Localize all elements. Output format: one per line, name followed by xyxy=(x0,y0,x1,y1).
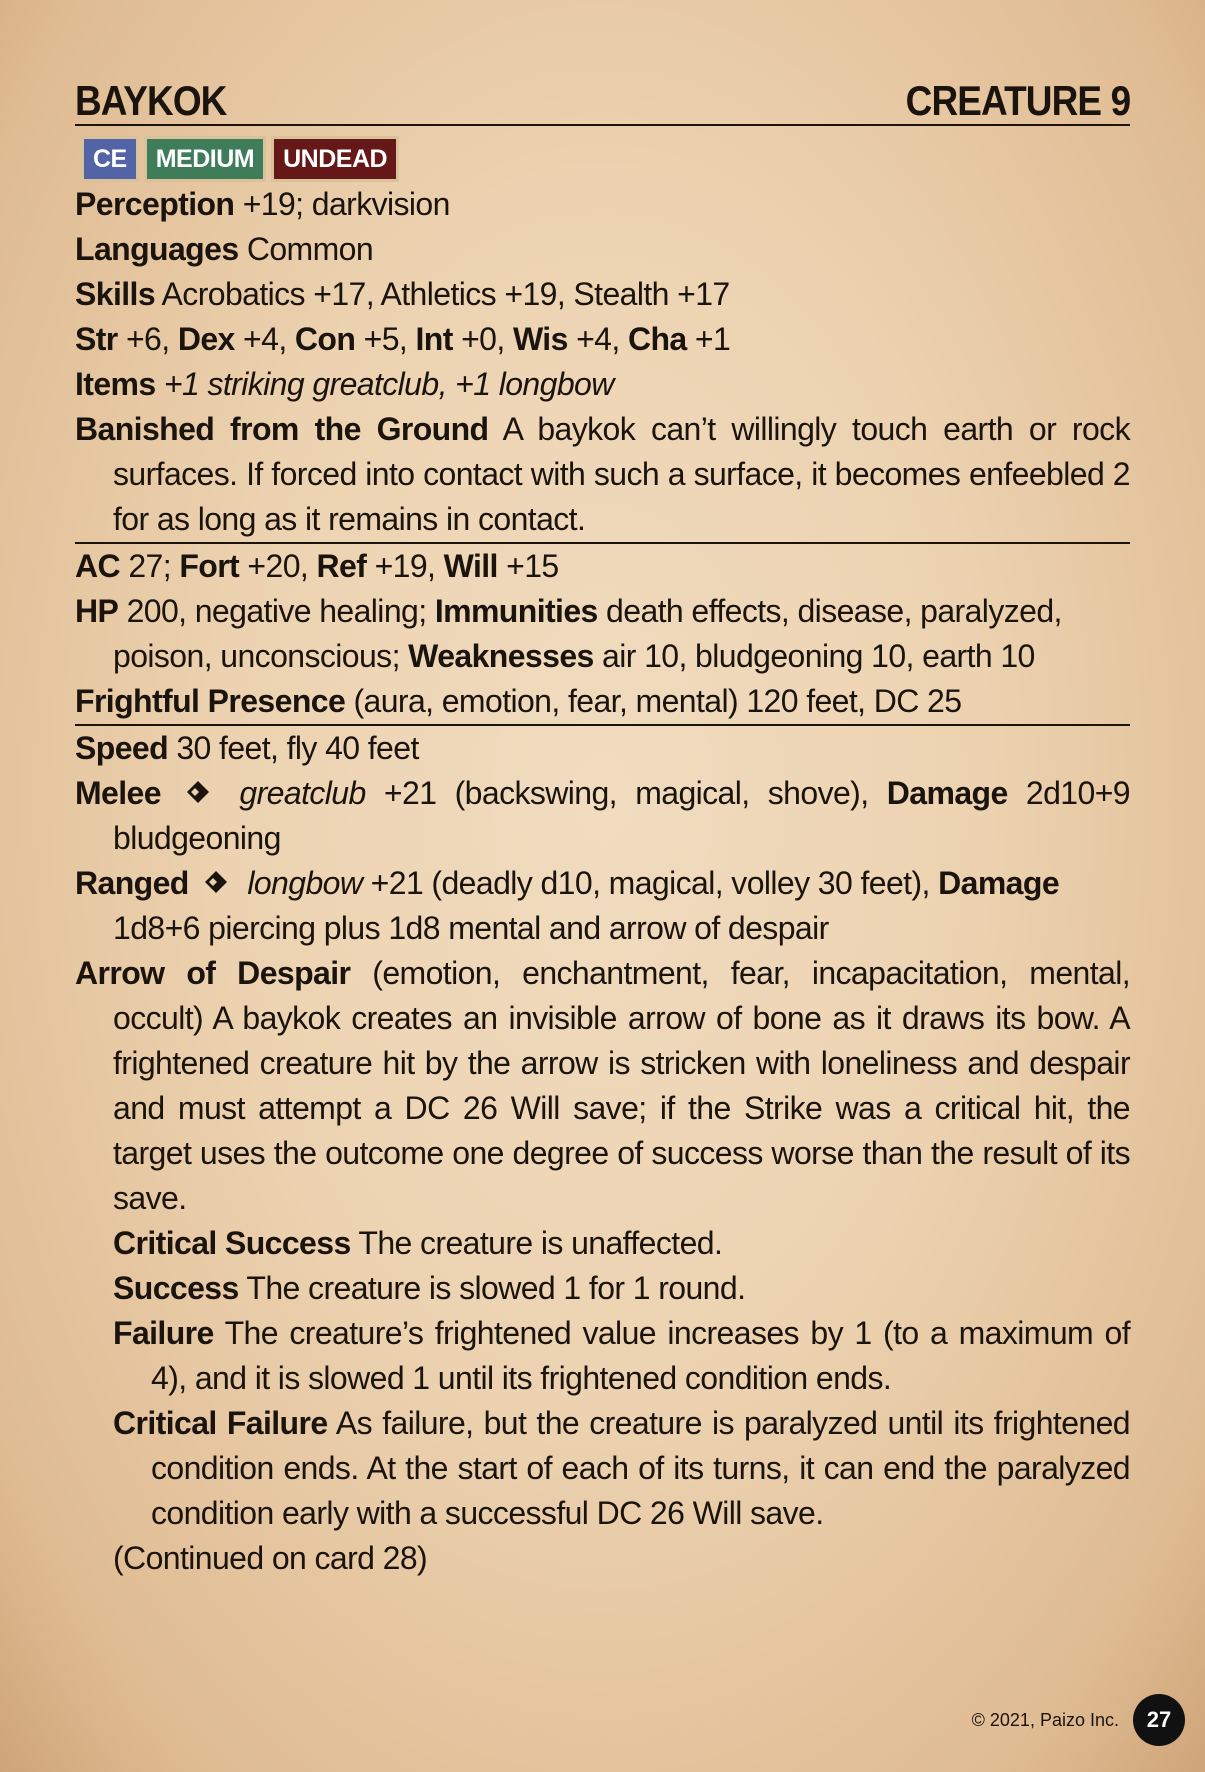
items-line xyxy=(75,362,1130,407)
creature-level: CREATURE 9 xyxy=(905,77,1130,124)
melee-damage: 2d10+9 bludgeoning xyxy=(113,775,1130,856)
will-label: Will xyxy=(443,548,498,584)
ranged-label: Ranged xyxy=(75,865,189,901)
weaknesses-label: Weaknesses xyxy=(408,638,594,674)
continued-note: (Continued on card 28) xyxy=(113,1540,428,1576)
melee-label: Melee xyxy=(75,775,161,811)
outcome-success xyxy=(113,1266,1130,1311)
ref-value: +19, xyxy=(374,548,436,584)
weaknesses-value: air 10, bludgeoning 10, earth 10 xyxy=(602,638,1035,674)
languages-label: Languages xyxy=(75,231,239,267)
immunities-label: Immunities xyxy=(434,593,598,629)
ability-value-str: +6, xyxy=(125,321,170,357)
ability-label-int: Int xyxy=(415,321,453,357)
ability-value-cha: +1 xyxy=(694,321,731,357)
fort-value: +20, xyxy=(247,548,309,584)
melee-weapon: greatclub xyxy=(239,775,366,811)
melee-damage-label: Damage xyxy=(886,775,1008,811)
melee-text: +21 (backswing, magical, shove), xyxy=(383,775,869,811)
frightful-presence-line xyxy=(75,679,1130,726)
outcome-label: Success xyxy=(113,1270,239,1306)
outcomes-list xyxy=(75,1221,1130,1581)
ranged-line xyxy=(75,861,1130,951)
items-value: +1 striking greatclub, +1 longbow xyxy=(163,366,614,402)
skills-value: Acrobatics +17, Athletics +19, Stealth +17 xyxy=(161,276,730,312)
outcome-critical-success xyxy=(113,1221,1130,1266)
outcome-label: Critical Success xyxy=(113,1225,351,1261)
speed-label: Speed xyxy=(75,730,169,766)
hp-value: 200, negative healing; xyxy=(126,593,427,629)
speed-value: 30 feet, fly 40 feet xyxy=(176,730,419,766)
immunities-value: death effects, disease, paralyzed, poison, unconscious; xyxy=(113,593,1062,674)
ranged-damage: 1d8+6 piercing plus 1d8 mental and arrow of despair xyxy=(113,910,829,946)
ac-value: 27; xyxy=(128,548,172,584)
outcome-text: The creature’s frightened value increases by 1 (to a maximum of 4), and it is slowed 1 until its frightened condition ends. xyxy=(151,1315,1131,1396)
page-number: 27 xyxy=(1133,1694,1185,1746)
ability-label-str: Str xyxy=(75,321,118,357)
trait-type: UNDEAD xyxy=(271,136,399,182)
ability-label-cha: Cha xyxy=(627,321,687,357)
ranged-damage-label: Damage xyxy=(938,865,1060,901)
ranged-weapon: longbow xyxy=(247,865,363,901)
skills-line xyxy=(75,272,1130,317)
outcome-text: As failure, but the creature is paralyzed until its frightened condition ends. At the start of each of its turns, it can end the paralyzed condition early with a successful DC 26 Will save. xyxy=(151,1405,1130,1531)
outcome-text: The creature is unaffected. xyxy=(358,1225,723,1261)
ability-label-wis: Wis xyxy=(512,321,568,357)
ability-value-int: +0, xyxy=(461,321,505,357)
frightful-label: Frightful Presence xyxy=(75,683,346,719)
banished-label: Banished from the Ground xyxy=(75,411,489,447)
creature-name: BAYKOK xyxy=(75,77,227,124)
ability-value-con: +5, xyxy=(363,321,408,357)
trait-list xyxy=(81,136,1130,182)
languages-value: Common xyxy=(246,231,374,267)
perception-line xyxy=(75,182,1130,227)
fort-label: Fort xyxy=(179,548,240,584)
skills-label: Skills xyxy=(75,276,156,312)
outcome-critical-failure xyxy=(113,1401,1130,1536)
arrow-label: Arrow of Despair xyxy=(75,955,351,991)
speed-line xyxy=(75,726,1130,771)
trait-alignment: CE xyxy=(81,136,139,182)
melee-line xyxy=(75,771,1130,861)
ac-label: AC xyxy=(75,548,121,584)
copyright: © 2021, Paizo Inc. xyxy=(971,1709,1119,1730)
single-action-icon xyxy=(183,777,217,807)
outcome-text: The creature is slowed 1 for 1 round. xyxy=(246,1270,746,1306)
single-action-icon xyxy=(201,867,235,897)
perception-label: Perception xyxy=(75,186,235,222)
ability-label-dex: Dex xyxy=(177,321,235,357)
ability-value-dex: +4, xyxy=(243,321,287,357)
card-footer xyxy=(972,1694,1185,1746)
arrow-of-despair-line xyxy=(75,951,1130,1221)
banished-line xyxy=(75,407,1130,544)
stat-block-header xyxy=(75,68,1130,126)
ability-label-con: Con xyxy=(294,321,356,357)
banished-text: A baykok can’t willingly touch earth or rock surfaces. If forced into contact with such a surface, it becomes enfeebled 2 for as long as it remains in contact. xyxy=(113,411,1130,537)
defense-line xyxy=(75,544,1130,589)
languages-line xyxy=(75,227,1130,272)
ranged-text: +21 (deadly d10, magical, volley 30 feet), xyxy=(370,865,930,901)
hp-line xyxy=(75,589,1130,679)
items-label: Items xyxy=(75,366,156,402)
hp-label: HP xyxy=(75,593,119,629)
outcome-label: Critical Failure xyxy=(113,1405,328,1441)
trait-size: MEDIUM xyxy=(144,136,266,182)
frightful-text: (aura, emotion, fear, mental) 120 feet, DC 25 xyxy=(353,683,962,719)
stat-block xyxy=(75,68,1130,1581)
outcome-failure xyxy=(113,1311,1130,1401)
ability-value-wis: +4, xyxy=(576,321,620,357)
will-value: +15 xyxy=(506,548,559,584)
ability-scores-line xyxy=(75,317,1130,362)
outcome-label: Failure xyxy=(113,1315,214,1351)
arrow-text: (emotion, enchantment, fear, incapacitation, mental, occult) A baykok creates an invisible arrow of bone as it draws its bow. A frightened creature hit by the arrow is stricken with loneliness and despair and must attempt a DC 26 Will save; if the Strike was a critical hit, the target uses the outcome one degree of success worse than the result of its save. xyxy=(113,955,1131,1216)
ref-label: Ref xyxy=(316,548,367,584)
perception-value: +19; darkvision xyxy=(242,186,450,222)
